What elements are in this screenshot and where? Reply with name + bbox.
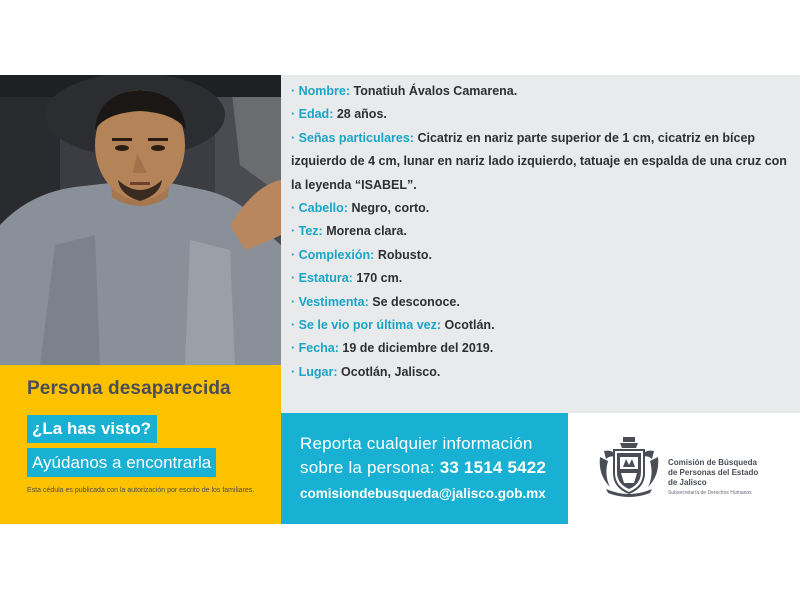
details-panel <box>281 75 800 413</box>
contact-email: comisiondebusqueda@jalisco.gob.mx <box>300 486 546 501</box>
detail-row-skin: · Tez: Morena clara. <box>291 224 407 239</box>
question-badge: ¿La has visto? <box>27 415 157 443</box>
contact-panel <box>281 413 568 524</box>
detail-row-build: · Complexión: Robusto. <box>291 247 432 262</box>
missing-person-banner <box>0 365 281 524</box>
organization-subtitle: Subsecretaría de Derechos Humanos <box>668 490 752 496</box>
detail-row-marks: · Señas particulares: Cicatriz en nariz parte superior de 1 cm, cicatriz en bícep izquierdo de 4 cm, lunar en nariz lado izquierdo, tatuaje en espalda de una cruz con la leyenda “ISABEL”. <box>291 130 787 192</box>
contact-line-1: Reporta cualquier información <box>300 434 533 453</box>
detail-row-last-seen: · Se le vio por última vez: Ocotlán. <box>291 318 495 333</box>
authorization-note: Esta cédula es publicada con la autorización por escrito de los familiares. <box>27 487 255 494</box>
jalisco-coat-of-arms-icon <box>596 435 662 502</box>
detail-row-clothing: · Vestimenta: Se desconoce. <box>291 294 460 309</box>
detail-row-name: · Nombre: Tonatiuh Ávalos Camarena. <box>291 84 518 98</box>
detail-row-age: · Edad: 28 años. <box>291 107 387 122</box>
contact-line-2: sobre la persona: 33 1514 5422 <box>300 458 547 477</box>
logo-panel <box>568 413 800 524</box>
person-photo <box>0 75 281 365</box>
phone-number: 33 1514 5422 <box>439 458 547 477</box>
detail-row-hair: · Cabello: Negro, corto. <box>291 201 430 216</box>
headline: Persona desaparecida <box>27 378 231 399</box>
organization-name: Comisión de Búsqueda de Personas del Estado de Jalisco <box>668 458 759 487</box>
detail-row-height: · Estatura: 170 cm. <box>291 271 403 286</box>
missing-person-flyer <box>0 75 800 524</box>
help-badge: Ayúdanos a encontrarla <box>27 448 216 477</box>
detail-row-date: · Fecha: 19 de diciembre del 2019. <box>291 341 494 356</box>
detail-row-place: · Lugar: Ocotlán, Jalisco. <box>291 364 441 379</box>
